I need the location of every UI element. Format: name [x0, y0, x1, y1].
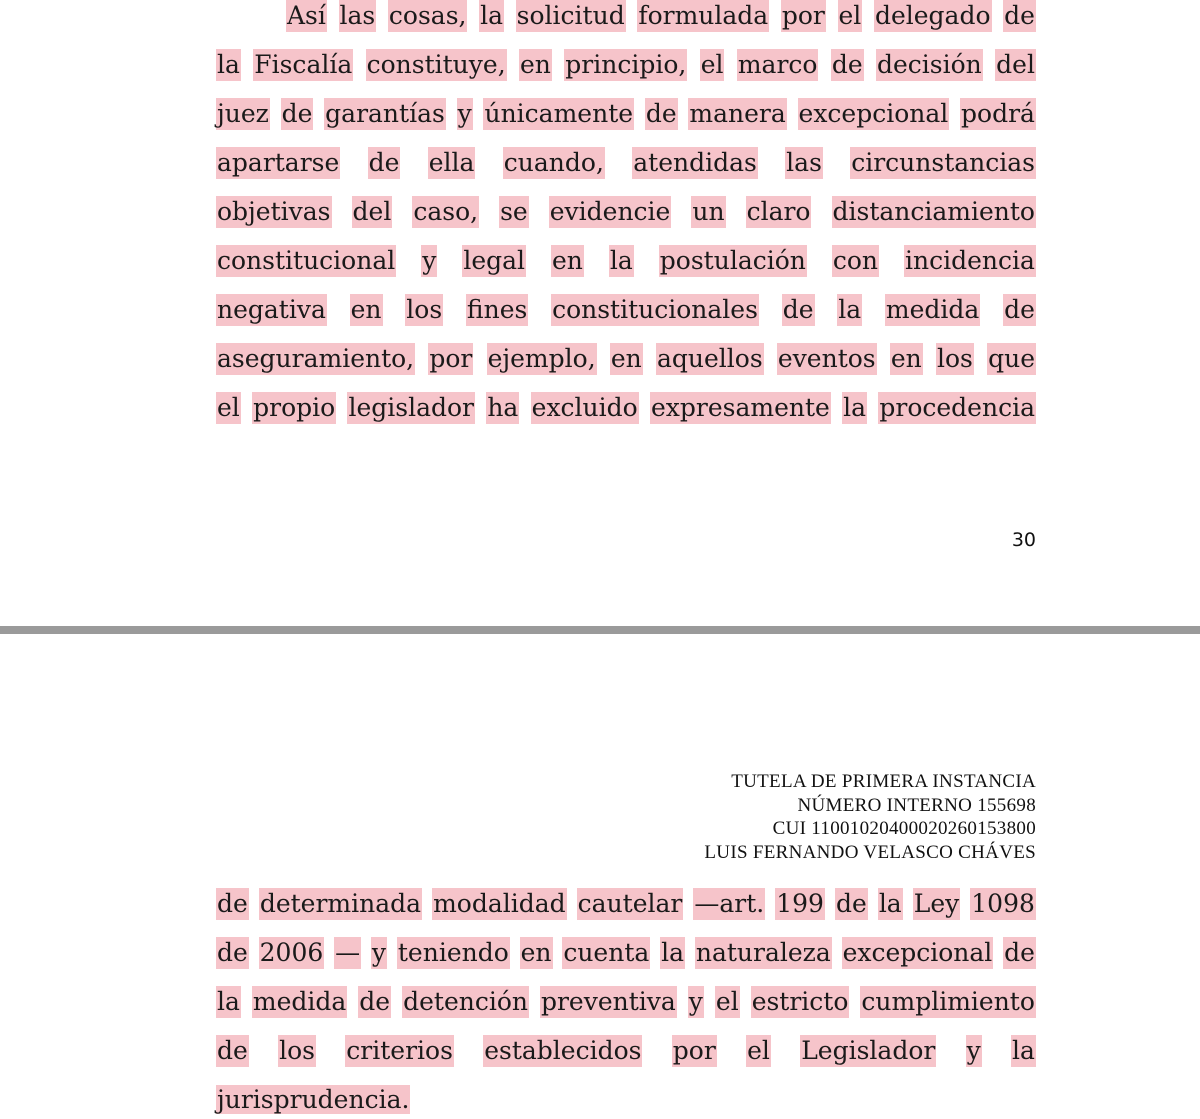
highlighted-word: —art.: [694, 889, 765, 918]
highlighted-word: de: [217, 1036, 248, 1065]
highlighted-text: jurisprudencia.: [217, 1085, 410, 1114]
highlighted-word: legislador: [348, 393, 475, 422]
highlighted-word: decisión: [877, 50, 982, 79]
highlighted-word: ejemplo,: [487, 344, 596, 373]
highlighted-word: de: [1004, 295, 1035, 324]
highlighted-word: distanciamiento: [832, 197, 1035, 226]
highlighted-word: la: [1012, 1036, 1035, 1065]
highlighted-word: aseguramiento,: [217, 344, 415, 373]
highlighted-text: [216, 294, 1036, 326]
highlighted-word: los: [406, 295, 443, 324]
paragraph-line: [216, 937, 1036, 969]
highlighted-word: constitucionales: [552, 295, 758, 324]
highlighted-text: [216, 147, 1036, 179]
paragraph-line: [216, 98, 1036, 130]
highlighted-word: que: [988, 344, 1035, 373]
highlighted-word: estricto: [751, 987, 849, 1016]
highlighted-word: expresamente: [651, 393, 830, 422]
highlighted-word: preventiva: [540, 987, 676, 1016]
header-line: LUIS FERNANDO VELASCO CHÁVES: [704, 841, 1036, 863]
highlighted-word: un: [692, 197, 725, 226]
highlighted-word: Ley: [913, 889, 960, 918]
paragraph-line: [216, 294, 1036, 326]
highlighted-word: constitucional: [217, 246, 396, 275]
highlighted-text: [216, 392, 1036, 424]
highlighted-word: 1098: [971, 889, 1035, 918]
highlighted-word: el: [217, 393, 240, 422]
highlighted-word: cosas,: [388, 1, 467, 30]
highlighted-text: [286, 0, 1036, 32]
paragraph-line: [216, 147, 1036, 179]
highlighted-word: y: [457, 99, 472, 128]
highlighted-word: en: [890, 344, 922, 373]
highlighted-word: por: [672, 1036, 716, 1065]
highlighted-text: [216, 49, 1036, 81]
highlighted-word: Legislador: [801, 1036, 936, 1065]
highlighted-word: únicamente: [484, 99, 634, 128]
header-line: CUI 11001020400020260153800: [772, 818, 1036, 839]
highlighted-text: [216, 98, 1036, 130]
highlighted-word: la: [838, 295, 862, 324]
highlighted-word: de: [835, 889, 867, 918]
highlighted-word: establecidos: [484, 1036, 642, 1065]
highlighted-word: las: [339, 1, 376, 30]
highlighted-text: [216, 343, 1036, 375]
highlighted-word: de: [368, 148, 400, 177]
paragraph-line: [216, 245, 1036, 277]
highlighted-word: medida: [885, 295, 980, 324]
highlighted-word: los: [279, 1036, 315, 1065]
paragraph-line: [216, 888, 1036, 920]
highlighted-word: y: [371, 938, 387, 967]
highlighted-word: ella: [428, 148, 475, 177]
highlighted-word: —: [335, 938, 361, 967]
highlighted-text: [216, 1035, 1036, 1067]
header-line: TUTELA DE PRIMERA INSTANCIA: [731, 771, 1036, 792]
highlighted-word: claro: [746, 197, 811, 226]
highlighted-word: 199: [776, 889, 824, 918]
highlighted-word: por: [781, 1, 825, 30]
highlighted-word: de: [1004, 1, 1035, 30]
highlighted-word: de: [281, 99, 313, 128]
highlighted-word: Fiscalía: [254, 50, 353, 79]
highlighted-word: modalidad: [433, 889, 566, 918]
highlighted-word: incidencia: [905, 246, 1035, 275]
highlighted-word: y: [688, 987, 703, 1016]
highlighted-word: en: [552, 246, 583, 275]
highlighted-word: manera: [689, 99, 786, 128]
highlighted-word: excepcional: [798, 99, 949, 128]
highlighted-text: [216, 937, 1036, 969]
highlighted-word: la: [217, 987, 240, 1016]
highlighted-word: la: [609, 246, 633, 275]
highlighted-word: eventos: [777, 344, 876, 373]
paragraph-line: [216, 0, 1036, 32]
highlighted-word: ha: [487, 393, 519, 422]
highlighted-word: propio: [253, 393, 336, 422]
paragraph-line: [216, 986, 1036, 1018]
highlighted-word: criterios: [346, 1036, 453, 1065]
highlighted-text: [216, 888, 1036, 920]
paragraph-line: [216, 49, 1036, 81]
document-page-31: [0, 636, 1200, 1119]
highlighted-word: 2006: [259, 938, 324, 967]
highlighted-word: formulada: [638, 1, 769, 30]
highlighted-word: circunstancias: [851, 148, 1035, 177]
paragraph-line: [216, 343, 1036, 375]
highlighted-word: de: [645, 99, 677, 128]
highlighted-word: solicitud: [516, 1, 625, 30]
highlighted-word: cuando,: [503, 148, 604, 177]
highlighted-word: las: [786, 148, 822, 177]
highlighted-word: los: [936, 344, 973, 373]
highlighted-word: aquellos: [656, 344, 763, 373]
highlighted-word: Así: [287, 1, 326, 30]
highlighted-word: se: [500, 197, 528, 226]
highlighted-word: por: [429, 344, 473, 373]
highlighted-word: podrá: [961, 99, 1035, 128]
highlighted-word: cautelar: [577, 889, 683, 918]
highlighted-word: medida: [252, 987, 347, 1016]
highlighted-word: en: [610, 344, 642, 373]
highlighted-word: el: [838, 1, 862, 30]
highlighted-word: de: [217, 889, 248, 918]
highlighted-word: juez: [217, 99, 269, 128]
highlighted-word: el: [700, 50, 724, 79]
highlighted-word: objetivas: [217, 197, 331, 226]
highlighted-word: garantías: [325, 99, 445, 128]
highlighted-word: la: [878, 889, 902, 918]
highlighted-word: procedencia: [879, 393, 1035, 422]
highlighted-word: atendidas: [633, 148, 757, 177]
highlighted-word: de: [217, 938, 248, 967]
highlighted-word: excluido: [531, 393, 638, 422]
highlighted-word: delegado: [874, 1, 991, 30]
highlighted-word: marco: [737, 50, 818, 79]
highlighted-word: la: [480, 1, 504, 30]
page-number: 30: [1011, 529, 1036, 551]
highlighted-word: evidencie: [549, 197, 671, 226]
highlighted-word: fines: [466, 295, 528, 324]
highlighted-word: constituye,: [366, 50, 506, 79]
highlighted-word: con: [832, 246, 879, 275]
highlighted-word: el: [747, 1036, 770, 1065]
paragraph-line: [216, 1084, 1036, 1116]
highlighted-word: teniendo: [397, 938, 509, 967]
highlighted-text: [216, 196, 1036, 228]
highlighted-word: apartarse: [217, 148, 340, 177]
highlighted-word: de: [782, 295, 814, 324]
paragraph-line: [216, 392, 1036, 424]
highlighted-word: de: [831, 50, 863, 79]
page-separator: [0, 624, 1200, 636]
highlighted-word: la: [217, 50, 240, 79]
highlighted-word: de: [1004, 938, 1035, 967]
highlighted-text: [216, 245, 1036, 277]
highlighted-word: postulación: [659, 246, 806, 275]
highlighted-word: en: [520, 938, 552, 967]
highlighted-word: la: [661, 938, 685, 967]
highlighted-word: cuenta: [563, 938, 650, 967]
highlighted-word: de: [359, 987, 391, 1016]
paragraph-line: [216, 196, 1036, 228]
highlighted-word: del: [996, 50, 1035, 79]
highlighted-word: detención: [403, 987, 528, 1016]
highlighted-word: negativa: [217, 295, 326, 324]
header-line: NÚMERO INTERNO 155698: [797, 794, 1036, 816]
highlighted-word: excepcional: [842, 938, 993, 967]
highlighted-word: y: [966, 1036, 981, 1065]
highlighted-word: del: [352, 197, 392, 226]
highlighted-word: y: [422, 246, 437, 275]
highlighted-word: caso,: [413, 197, 479, 226]
highlighted-word: cumplimiento: [861, 987, 1035, 1016]
highlighted-word: el: [715, 987, 739, 1016]
highlighted-word: naturaleza: [695, 938, 831, 967]
highlighted-word: legal: [463, 246, 526, 275]
highlighted-word: en: [350, 295, 382, 324]
highlighted-word: la: [843, 393, 867, 422]
highlighted-text: [216, 986, 1036, 1018]
paragraph-line: [216, 1035, 1036, 1067]
highlighted-word: determinada: [259, 889, 422, 918]
highlighted-word: principio,: [565, 50, 687, 79]
highlighted-word: en: [520, 50, 551, 79]
